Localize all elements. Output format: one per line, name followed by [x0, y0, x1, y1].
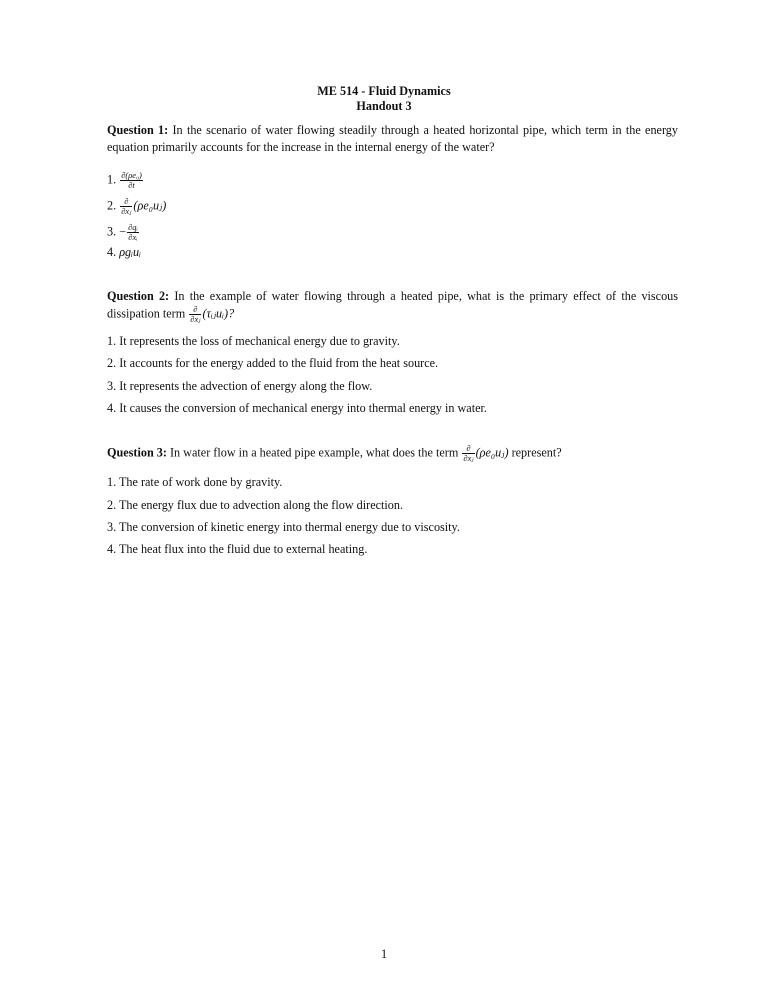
document-title: ME 514 - Fluid Dynamics: [317, 84, 451, 98]
question-2-text: In the example of water flowing through a heated pipe, what is the primary effect of the viscous dissipation term: [107, 289, 679, 321]
question-3-option-3: 3. The conversion of kinetic energy into thermal energy due to viscosity.: [107, 520, 460, 534]
question-3-option-4: 4. The heat flux into the fluid due to external heating.: [107, 542, 368, 556]
fraction-denominator: ∂t: [128, 180, 135, 190]
question-1-text: In the scenario of water flowing steadily through a heated horizontal pipe, which term in the energy equation primarily accounts for the increase in the internal energy of the water?: [107, 123, 678, 154]
math-expression: ρgᵢuᵢ: [119, 245, 142, 259]
fraction-numerator: ∂: [462, 444, 474, 454]
fraction-denominator: ∂xⱼ: [190, 314, 201, 324]
option-number: 3.: [107, 224, 117, 239]
question-3-text: In water flow in a heated pipe example, what does the term: [169, 445, 459, 460]
question-1-option-3: [107, 223, 140, 242]
question-1-option-2: [107, 197, 166, 216]
question-3-option-1: 1. The rate of work done by gravity.: [107, 475, 283, 489]
question-2-option-2: 2. It accounts for the energy added to the fluid from the heat source.: [107, 356, 439, 370]
question-2-option-1: 1. It represents the loss of mechanical energy due to gravity.: [107, 334, 400, 348]
math-expression: (ρe₀uⱼ): [475, 445, 509, 460]
option-number: 1.: [107, 172, 117, 187]
fraction: [127, 223, 139, 242]
question-1-label: Question 1:: [107, 123, 169, 137]
math-expression: (ρe₀uⱼ): [133, 198, 167, 213]
math-expression: (τᵢⱼuᵢ)?: [202, 306, 235, 321]
fraction: [120, 197, 132, 216]
fraction-denominator: ∂xⱼ: [121, 206, 132, 216]
minus-sign: −: [119, 224, 127, 239]
question-1-option-4: [107, 245, 141, 260]
fraction-numerator: ∂: [189, 305, 201, 315]
question-1: [107, 122, 678, 156]
option-number: 2.: [107, 198, 117, 213]
fraction-denominator: ∂xⱼ: [463, 453, 474, 463]
question-2-label: Question 2:: [107, 289, 170, 303]
question-2-option-4: 4. It causes the conversion of mechanical energy into thermal energy in water.: [107, 401, 487, 415]
page-number: 1: [380, 947, 388, 961]
fraction-numerator: ∂(ρe₀): [121, 170, 142, 180]
question-3-text-after: represent?: [511, 445, 562, 460]
document-subtitle: Handout 3: [356, 99, 412, 113]
question-1-option-1: [107, 171, 144, 190]
fraction-numerator: ∂: [120, 197, 132, 207]
fraction: [462, 444, 474, 463]
question-3: [107, 444, 678, 463]
question-3-option-2: 2. The energy flux due to advection along the flow direction.: [107, 498, 404, 512]
question-2-option-3: 3. It represents the advection of energy along the flow.: [107, 379, 373, 393]
option-number: 4.: [107, 245, 117, 259]
question-2: [107, 288, 678, 324]
fraction: [120, 171, 143, 190]
fraction: [189, 305, 201, 324]
fraction-numerator: ∂qᵢ: [128, 222, 138, 232]
fraction-denominator: ∂xᵢ: [128, 232, 138, 242]
question-3-label: Question 3:: [107, 445, 167, 460]
